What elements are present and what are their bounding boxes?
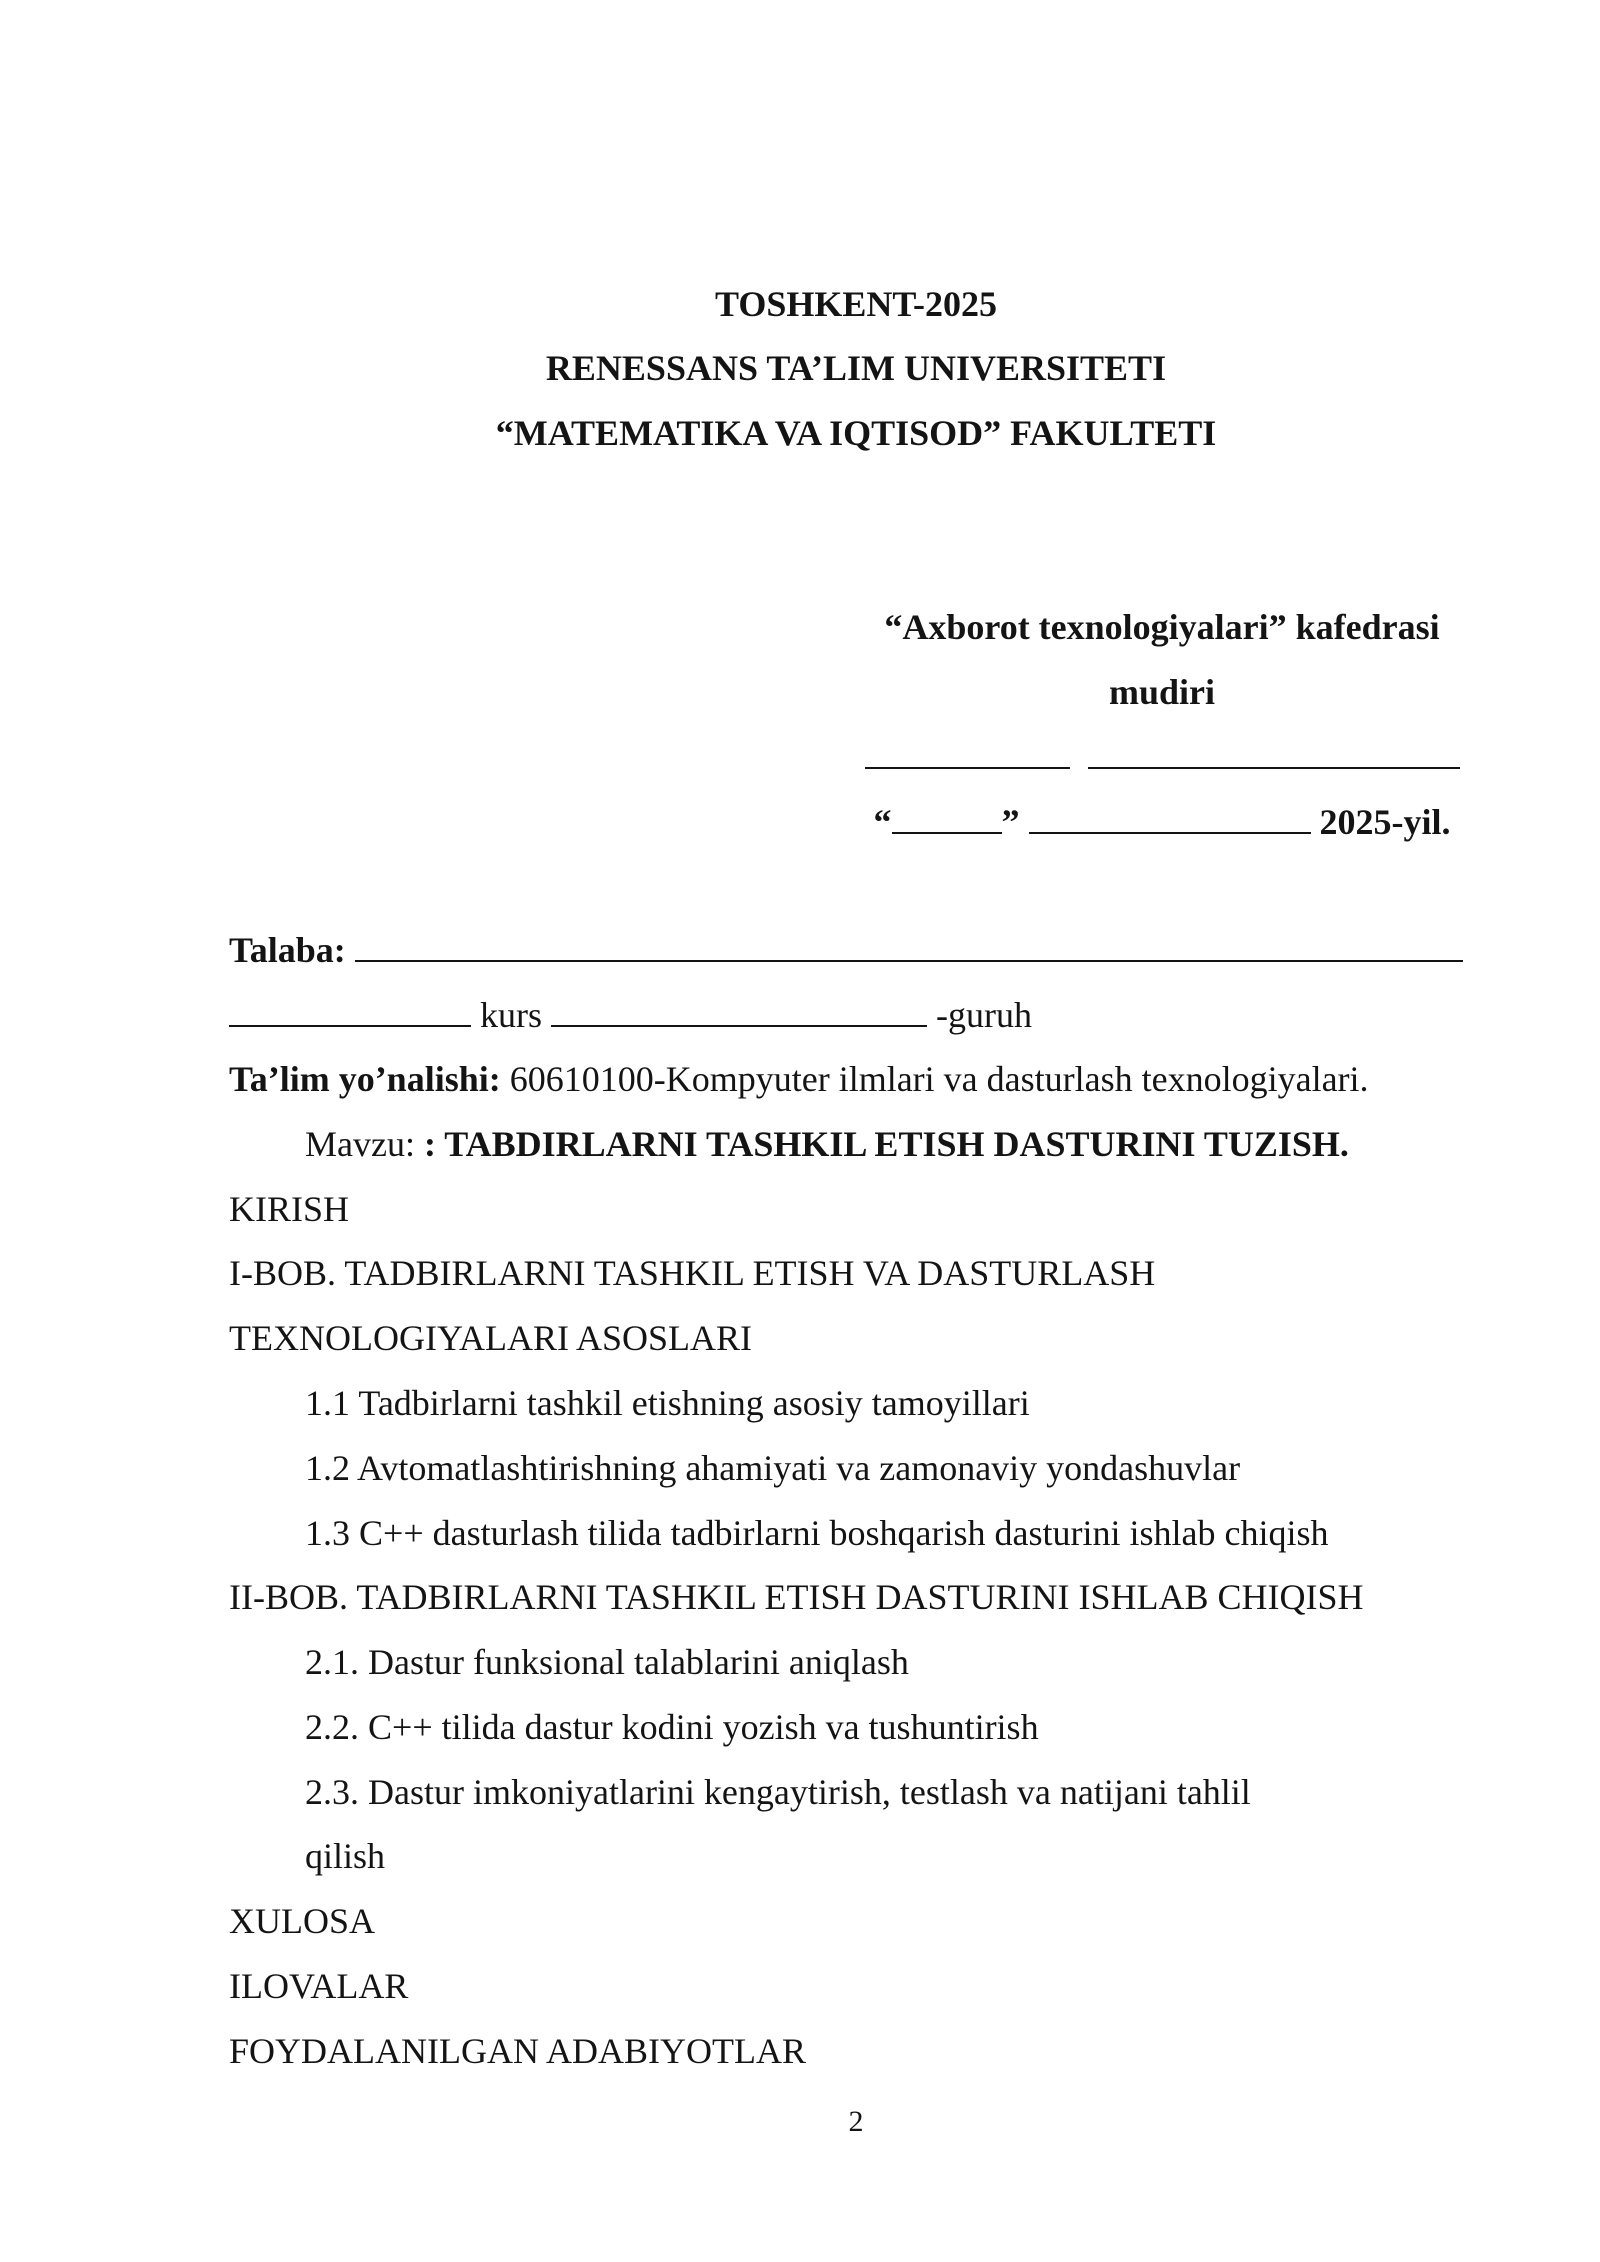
date-close-quote: ”	[1001, 802, 1020, 842]
direction-line	[229, 1057, 1369, 1101]
approval-signature-line	[862, 735, 1462, 779]
group-label: -guruh	[936, 995, 1032, 1035]
topic-line	[305, 1122, 1349, 1166]
student-label: Talaba:	[229, 930, 346, 970]
toc-section-1-2: 1.2 Avtomatlashtirishning ahamiyati va zamonaviy yondashuvlar	[305, 1448, 1241, 1488]
toc-references: FOYDALANILGAN ADABIYOTLAR	[229, 2031, 806, 2071]
header-university: RENESSANS TA’LIM UNIVERSITETI	[545, 348, 1167, 388]
student-name-blank	[355, 930, 1463, 962]
signature-blank	[865, 737, 1070, 769]
toc-chapter1-line1: I-BOB. TADBIRLARNI TASHKIL ETISH VA DASTURLASH	[229, 1253, 1156, 1293]
page-number: 2	[848, 2105, 864, 2138]
toc-chapter2: II-BOB. TADBIRLARNI TASHKIL ETISH DASTURINI ISHLAB CHIQISH	[229, 1577, 1364, 1617]
course-label: kurs	[480, 995, 542, 1035]
day-blank	[892, 802, 1002, 834]
date-year: 2025-yil.	[1319, 802, 1451, 842]
approval-department: “Axborot texnologiyalari” kafedrasi	[884, 607, 1440, 647]
toc-section-2-3-line2: qilish	[305, 1836, 386, 1876]
month-blank	[1029, 802, 1311, 834]
name-blank	[1088, 737, 1460, 769]
header-faculty: “MATEMATIKA VA IQTISOD” FAKULTETI	[495, 413, 1217, 453]
course-group-line	[229, 993, 1032, 1037]
topic-value: : TABDIRLARNI TASHKIL ETISH DASTURINI TUZISH.	[423, 1124, 1349, 1164]
toc-intro: KIRISH	[229, 1189, 350, 1229]
topic-label: Mavzu:	[305, 1124, 415, 1164]
toc-section-1-3: 1.3 C++ dasturlash tilida tadbirlarni boshqarish dasturini ishlab chiqish	[305, 1513, 1329, 1553]
header-city-year: TOSHKENT-2025	[714, 284, 998, 324]
toc-section-2-2: 2.2. C++ tilida dastur kodini yozish va tushuntirish	[305, 1707, 1039, 1747]
toc-chapter1-line2: TEXNOLOGIYALARI ASOSLARI	[229, 1318, 752, 1358]
course-blank	[229, 995, 471, 1027]
toc-conclusion: XULOSA	[229, 1901, 376, 1941]
direction-label: Ta’lim yo’nalishi:	[229, 1059, 501, 1099]
group-blank	[551, 995, 927, 1027]
approval-date-line	[862, 800, 1462, 844]
date-open-quote: “	[873, 802, 892, 842]
toc-section-2-1: 2.1. Dastur funksional talablarini aniqlash	[305, 1642, 909, 1682]
toc-appendices: ILOVALAR	[229, 1966, 409, 2006]
direction-value: 60610100-Kompyuter ilmlari va dasturlash texnologiyalari.	[509, 1059, 1369, 1099]
toc-section-2-3-line1: 2.3. Dastur imkoniyatlarini kengaytirish, testlash va natijani tahlil	[305, 1772, 1251, 1812]
toc-section-1-1: 1.1 Tadbirlarni tashkil etishning asosiy tamoyillari	[305, 1383, 1030, 1423]
approval-position: mudiri	[1108, 672, 1215, 712]
student-line	[229, 928, 1463, 972]
